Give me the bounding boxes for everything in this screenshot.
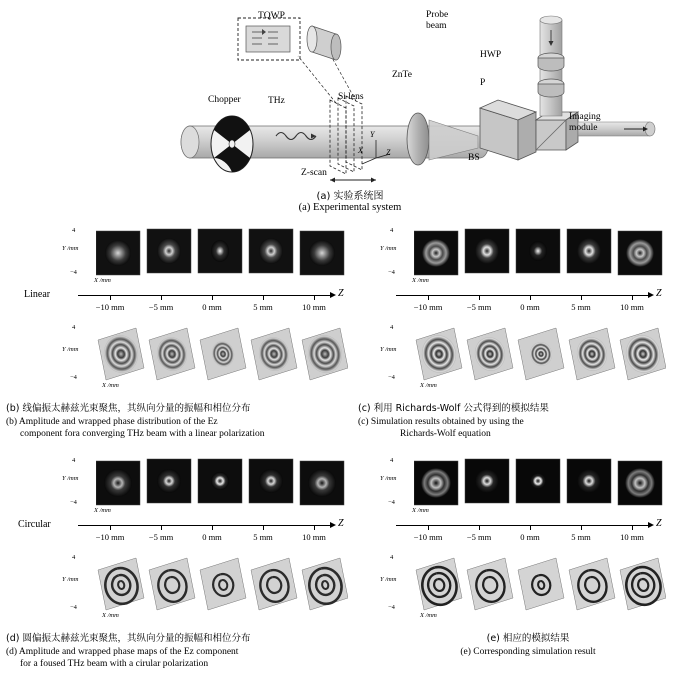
panel-e-caption-cn: (e) 相应的模拟结果 xyxy=(486,633,570,644)
panel-d-phase-y-label: Y /mm xyxy=(62,576,79,583)
panel-e-z-axis xyxy=(352,517,700,547)
panel-b-phase-y-max: 4 xyxy=(72,324,76,331)
panel-e-phase-y-label: Y /mm xyxy=(380,576,397,583)
label-chopper: Chopper xyxy=(208,95,241,105)
panel-e-amplitude-row xyxy=(380,455,664,517)
panel-c-phase-y-min: −4 xyxy=(388,374,395,381)
panel-e-amplitude-svg xyxy=(414,455,664,517)
panel-c-amp-y-min: −4 xyxy=(388,269,395,276)
panel-d-amp-y-max: 4 xyxy=(72,457,76,464)
panel-b-phase-x-label: X /mm xyxy=(102,382,119,389)
panel-e-phase-svg xyxy=(414,550,666,622)
panel-d-caption xyxy=(6,633,350,671)
panel-b-amplitude-row xyxy=(62,225,346,287)
panel-c-phase-y-label: Y /mm xyxy=(380,346,397,353)
panel-e-ztick-3: 5 mm xyxy=(571,532,591,542)
panel-a-caption-en: (a) Experimental system xyxy=(298,202,402,213)
label-tqwp: TQWP xyxy=(258,11,285,21)
panel-d-amplitude-row xyxy=(62,455,346,517)
panel-e-ztick-1: −5 mm xyxy=(466,532,492,542)
panel-e-z-label: Z xyxy=(656,518,662,529)
panel-c-phase-y-max: 4 xyxy=(390,324,394,331)
panel-b-phase-y-label: Y /mm xyxy=(62,346,79,353)
panel-c-ztick-4: 10 mm xyxy=(620,302,644,312)
panel-c-amp-x-label: X /mm xyxy=(412,277,429,284)
panel-e-ztick-2: 0 mm xyxy=(520,532,540,542)
panel-e-phase-x-label: X /mm xyxy=(420,612,437,619)
panel-c-amp-y-label: Y /mm xyxy=(380,245,397,252)
panel-c-ztick-0: −10 mm xyxy=(413,302,443,312)
panel-c-z-axis xyxy=(352,287,700,317)
panel-b-caption xyxy=(6,403,350,441)
panel-c-phase-x-label: X /mm xyxy=(420,382,437,389)
panel-d-amplitude-svg xyxy=(96,455,346,517)
panel-c-amplitude-row xyxy=(380,225,664,287)
panel-b-amp-y-label: Y /mm xyxy=(62,245,79,252)
panel-c-z-label: Z xyxy=(656,288,662,299)
panel-b-ztick-2: 0 mm xyxy=(202,302,222,312)
panel-e-ztick-0: −10 mm xyxy=(413,532,443,542)
label-p: P xyxy=(480,78,486,88)
panel-d-caption-cn: (d) 圆偏振太赫兹光束聚焦，其纵向分量的振幅和相位分布 xyxy=(6,633,251,644)
label-axis-x: X xyxy=(358,146,363,155)
panel-d-z-label: Z xyxy=(338,518,344,529)
panel-c-ztick-1: −5 mm xyxy=(466,302,492,312)
panel-e-amp-x-label: X /mm xyxy=(412,507,429,514)
panel-b-caption-en-2: component fora converging THz beam with a linear polarization xyxy=(20,429,265,439)
panel-b-amp-y-min: −4 xyxy=(70,269,77,276)
panel-c-ztick-3: 5 mm xyxy=(571,302,591,312)
label-probe-beam-line2: beam xyxy=(426,21,447,31)
label-si-lens: Si lens xyxy=(338,92,364,102)
panel-d-ztick-0: −10 mm xyxy=(95,532,125,542)
panel-c-simulation xyxy=(352,225,700,440)
panel-c-caption-en-2: Richards-Wolf equation xyxy=(400,429,491,439)
panel-b-phase-svg xyxy=(96,320,348,392)
panel-d-phase-y-max: 4 xyxy=(72,554,76,561)
panel-b-amp-y-max: 4 xyxy=(72,227,76,234)
label-axis-z: Z xyxy=(386,148,391,157)
panel-c-amplitude-svg xyxy=(414,225,664,287)
panel-c-ztick-2: 0 mm xyxy=(520,302,540,312)
panel-d-amp-y-min: −4 xyxy=(70,499,77,506)
panel-e-amp-y-label: Y /mm xyxy=(380,475,397,482)
label-probe-beam-line1: Probe xyxy=(426,10,449,20)
panel-b-ztick-1: −5 mm xyxy=(148,302,174,312)
panel-d-ztick-3: 5 mm xyxy=(253,532,273,542)
schematic-svg xyxy=(180,8,700,183)
panel-c-caption-en-1: (c) Simulation results obtained by using the xyxy=(358,416,524,427)
label-bs: BS xyxy=(468,153,480,163)
panel-b-amplitude-svg xyxy=(96,225,346,287)
panel-b-phase-y-min: −4 xyxy=(70,374,77,381)
panel-e-phase-row xyxy=(380,550,666,622)
panel-d-circular-experiment xyxy=(0,455,350,685)
panel-e-simulation xyxy=(352,455,700,685)
label-imaging-line1: Imaging xyxy=(569,112,601,122)
panel-e-amp-y-min: −4 xyxy=(388,499,395,506)
panel-b-ztick-0: −10 mm xyxy=(95,302,125,312)
panel-d-amp-x-label: X /mm xyxy=(94,507,111,514)
panel-c-phase-svg xyxy=(414,320,666,392)
panel-d-phase-y-min: −4 xyxy=(70,604,77,611)
panel-a-caption xyxy=(0,187,700,213)
label-hwp: HWP xyxy=(480,50,502,60)
panel-b-z-axis xyxy=(0,287,350,317)
panel-b-caption-en-1: (b) Amplitude and wrapped phase distribution of the Ez xyxy=(6,416,218,427)
panel-c-caption-cn: (c) 利用 Richards-Wolf 公式得到的模拟结果 xyxy=(358,403,549,414)
panel-d-ztick-2: 0 mm xyxy=(202,532,222,542)
panel-a-caption-cn: (a) 实验系统图 xyxy=(316,191,384,202)
panel-d-caption-en-2: for a foused THz beam with a cirular polarization xyxy=(20,659,209,669)
panel-c-caption xyxy=(358,403,698,441)
panel-e-ztick-4: 10 mm xyxy=(620,532,644,542)
panel-d-polarization-label: Circular xyxy=(18,519,51,530)
label-axis-y: Y xyxy=(370,130,375,139)
label-imaging-line2: module xyxy=(569,123,598,133)
label-z-scan: Z-scan xyxy=(301,168,327,178)
panel-d-z-axis xyxy=(0,517,350,547)
panel-d-phase-row xyxy=(62,550,348,622)
panel-b-amp-x-label: X /mm xyxy=(94,277,111,284)
panel-b-z-label: Z xyxy=(338,288,344,299)
panel-c-amp-y-max: 4 xyxy=(390,227,394,234)
panel-e-caption xyxy=(358,633,698,658)
panel-b-phase-row xyxy=(62,320,348,392)
schematic-diagram xyxy=(180,8,700,183)
panel-d-ztick-4: 10 mm xyxy=(302,532,326,542)
panel-c-phase-row xyxy=(380,320,666,392)
label-znte: ZnTe xyxy=(392,70,412,80)
panel-b-linear-experiment xyxy=(0,225,350,440)
panel-e-phase-y-min: −4 xyxy=(388,604,395,611)
panel-d-phase-svg xyxy=(96,550,348,622)
panel-e-amp-y-max: 4 xyxy=(390,457,394,464)
panel-d-caption-en-1: (d) Amplitude and wrapped phase maps of the Ez component xyxy=(6,646,239,657)
panel-a-experimental-system xyxy=(0,0,700,215)
panel-d-ztick-1: −5 mm xyxy=(148,532,174,542)
panel-b-polarization-label: Linear xyxy=(24,289,51,300)
panel-b-ztick-4: 10 mm xyxy=(302,302,326,312)
label-thz: THz xyxy=(268,96,285,106)
panel-e-caption-en: (e) Corresponding simulation result xyxy=(460,646,596,657)
panel-b-caption-cn: (b) 线偏振太赫兹光束聚焦，其纵向分量的振幅和相位分布 xyxy=(6,403,251,414)
panel-b-ztick-3: 5 mm xyxy=(253,302,273,312)
panel-d-phase-x-label: X /mm xyxy=(102,612,119,619)
panel-d-amp-y-label: Y /mm xyxy=(62,475,79,482)
panel-e-phase-y-max: 4 xyxy=(390,554,394,561)
